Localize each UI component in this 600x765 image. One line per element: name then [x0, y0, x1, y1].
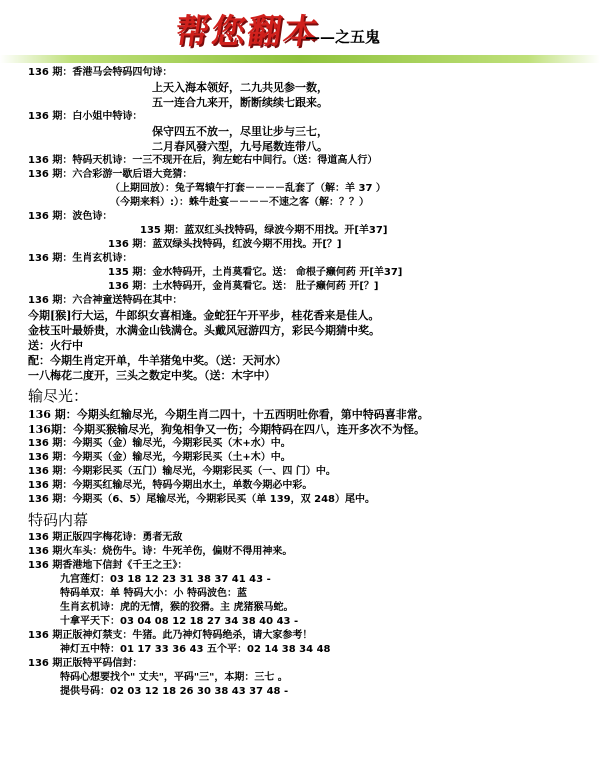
- page-subtitle: ——之五鬼: [305, 28, 381, 46]
- text-line: 136 期：六合神童送特码在其中：: [28, 295, 183, 306]
- text-line: 十拿平天下：03 04 08 12 18 27 34 38 40 43 -: [60, 616, 299, 627]
- text-line: 特码单双：单 特码大小：小 特码波色：蓝: [60, 588, 247, 599]
- text-line: 136 期：生肖玄机诗：: [28, 253, 133, 264]
- text-line: 金枝玉叶最娇贵，水满金山钱满仓。头戴风冠游四方，彩民今期猜中奖。: [28, 324, 380, 337]
- text-line: 神灯五中特：01 17 33 36 43 五个平：02 14 38 34 48: [60, 644, 331, 655]
- page-header: [0, 0, 600, 64]
- text-line: 136 期：香港马会特码四句诗：: [28, 67, 173, 78]
- text-line: 136 期：今期买红输尽光，特码今期出水土，单数今期必中彩。: [28, 480, 313, 491]
- text-line: 136 期：今期买（金）输尽光，今期彩民买（木+水）中。: [28, 438, 291, 449]
- text-line: 二月春风發六型，九号尾数连带八。: [152, 140, 328, 153]
- text-line: 136 期：土水特码开，金肖莫看它。送： 肚子癞何药 开[？]: [108, 281, 379, 292]
- text-line: 136 期：今期买（金）输尽光，今期彩民买（土+木）中。: [28, 452, 291, 463]
- text-line: 136 期：特码天机诗：一三不现开在后，狗左蛇右中间行。（送：得道高人行）: [28, 155, 378, 166]
- text-line: 136 期：蓝双绿头找特码，红波今期不用找。开[？]: [108, 239, 342, 250]
- text-line: 特码心想要找个" 丈夫"，平码"三"，本期：三七 。: [60, 672, 288, 683]
- document-body: [0, 66, 600, 699]
- text-line: 今期[猴]行大运，牛郎织女喜相逢。金蛇狂午开平步，桂花香来是佳人。: [28, 309, 380, 322]
- text-line: 136 期火车头：烧伤牛。诗：牛死羊伤，偏财不得用神来。: [28, 546, 293, 557]
- text-line: 九宫莲灯：03 18 12 23 31 38 37 41 43 -: [60, 574, 271, 585]
- text-line: 136 期香港地下信封《千王之王》：: [28, 560, 188, 571]
- text-line: 提供号码：02 03 12 18 26 30 38 43 37 48 -: [60, 686, 289, 697]
- text-line: 136 期：波色诗：: [28, 211, 113, 222]
- text-line: 136 期正版四字梅花诗：勇者无敌: [28, 532, 183, 543]
- text-line: 136 期：今期头红输尽光，今期生肖二四十，十五西明吐你看，第中特码喜非常。: [28, 408, 429, 421]
- text-line: 生肖玄机诗：虎的无情，猴的狡猾。主 虎猪猴马蛇。: [60, 602, 294, 613]
- text-line: 136 期正版神灯禁支：牛猪。此乃神灯特码绝杀，请大家参考！: [28, 630, 313, 641]
- text-line: 配：今期生肖定开单，牛羊猪兔中奖。（送：天河水）: [28, 354, 287, 367]
- text-line: 上天入海本领好，二九共见参一数，: [152, 81, 328, 94]
- text-line: 五一连合九来开，断断续续七跟来。: [152, 96, 328, 109]
- section-heading: 输尽光：: [28, 387, 89, 405]
- text-line: 136 期：白小姐中特诗：: [28, 111, 143, 122]
- text-line: 136 期：六合彩游一歇后语大竞猜：: [28, 169, 193, 180]
- text-line: （上期回放）：兔子驾辕午打套－－－－乱套了（解：羊 37 ）: [110, 183, 386, 194]
- text-line: 136期：今期买猴输尽光，狗兔相争又一伤；今期特码在四八，连开多次不为怪。: [28, 423, 425, 436]
- page-title: 帮您翻本: [172, 12, 323, 52]
- text-line: 136 期：今期买（6、5）尾输尽光，今期彩民买（单 139，双 248）尾中。: [28, 494, 375, 505]
- text-line: 136 期正版特平码信封：: [28, 658, 143, 669]
- text-line: 136 期：今期彩民买（五门）输尽光，今期彩民买（一、四 门）中。: [28, 466, 336, 477]
- text-line: 135 期：蓝双红头找特码，绿波今期不用找。开[羊37]: [140, 225, 388, 236]
- text-line: 保守四五不放一，尽里让步与三七，: [152, 125, 328, 138]
- text-line: 送：火行中: [28, 339, 83, 352]
- text-line: 135 期：金水特码开，土肖莫看它。送： 命根子癞何药 开[羊37]: [108, 267, 403, 278]
- text-line: 一八梅花二度开，三头之数定中奖。（送：木字中）: [28, 369, 276, 382]
- section-heading: 特码内幕: [28, 511, 89, 529]
- title-underline-bar: [0, 55, 600, 63]
- text-line: （今期来料）:）：蛛牛赴宴－－－－不速之客（解：？？）: [110, 197, 369, 208]
